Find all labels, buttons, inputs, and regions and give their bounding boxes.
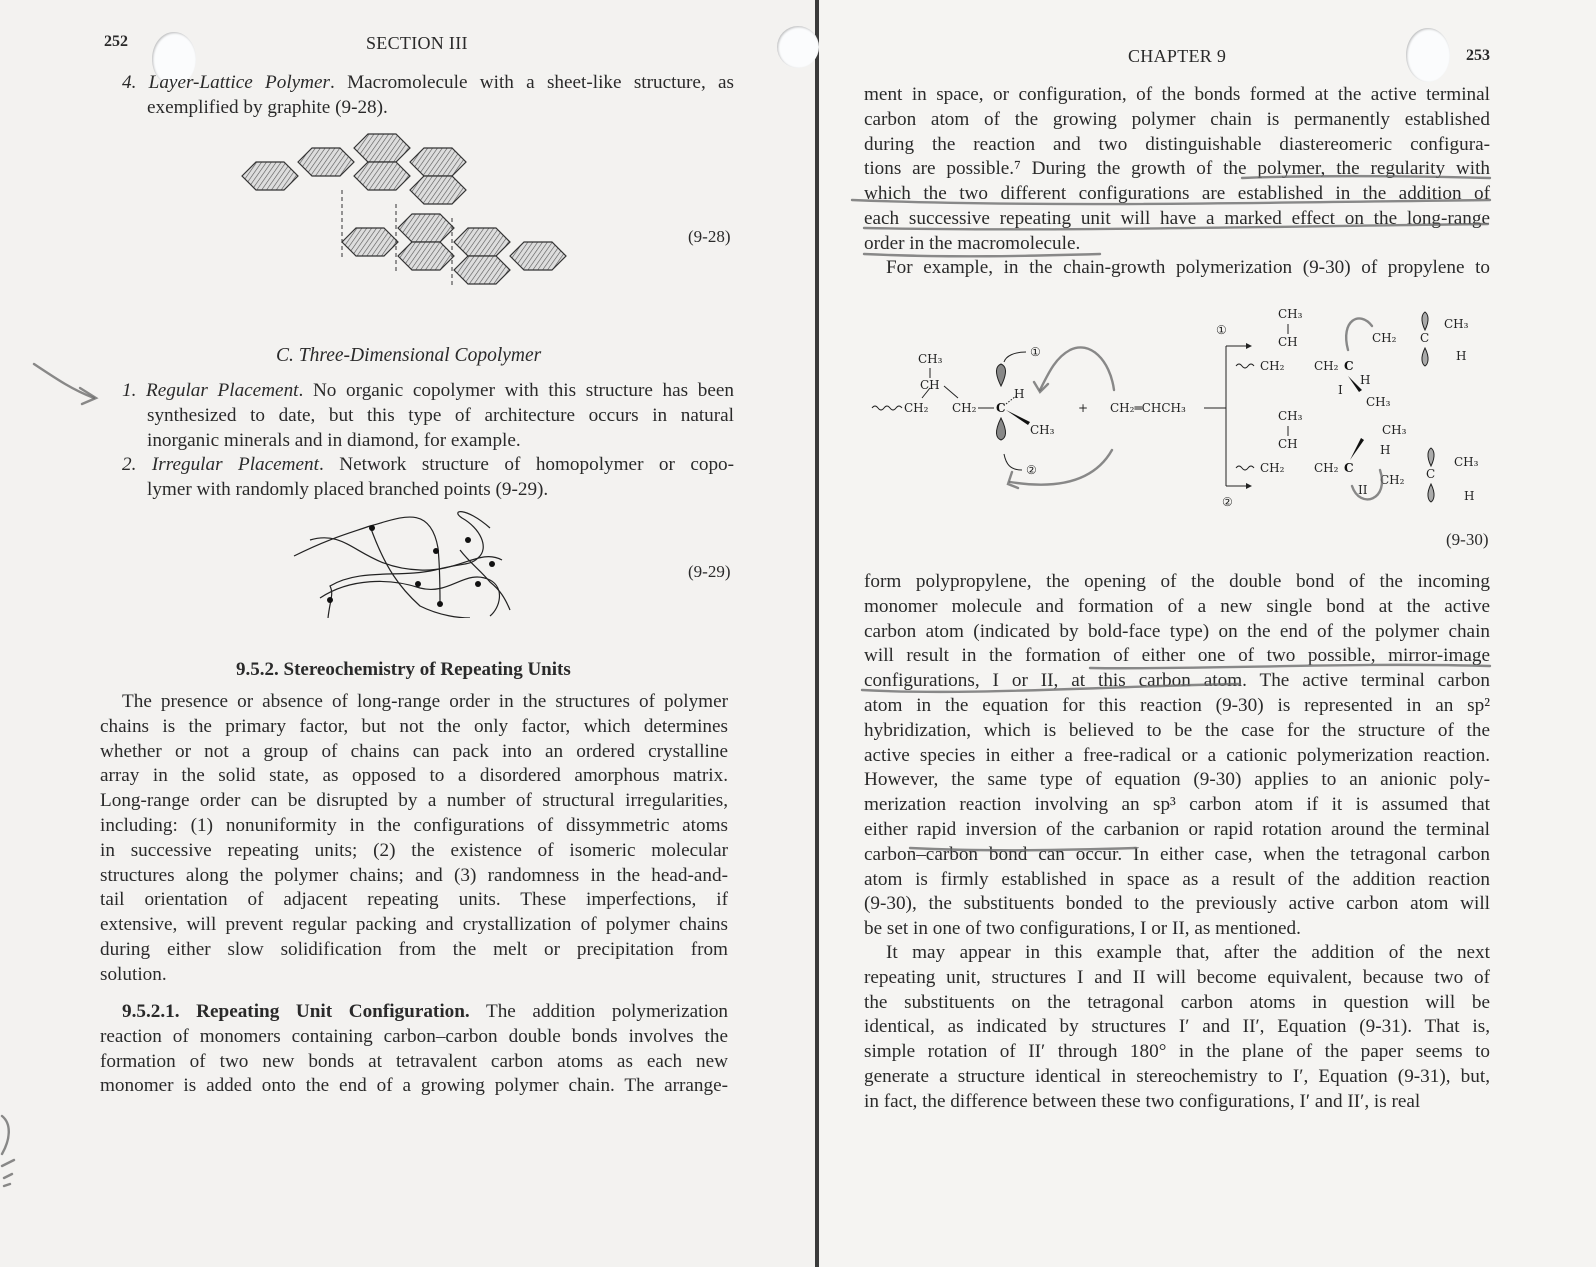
item-number: 1.: [122, 380, 137, 401]
graphite-hexagon: [354, 162, 410, 190]
path-1-marker: ①: [1030, 345, 1041, 359]
text-line: generate a structure identical in stereochemistry to I′, Equation (9-31), but,: [864, 1065, 1490, 1087]
pencil-mark-annotation: [0, 1100, 40, 1210]
text-line: atom in the equation for this reaction (9-30) is represented in an sp²: [864, 694, 1490, 716]
text-line: including: (1) nonuniformity in the configurations of dissymmetric atoms: [100, 814, 728, 836]
text-line: However, the same type of equation (9-30) applies to an anionic poly-: [864, 769, 1490, 791]
text-line: active species in either a free-radical or a cationic polymerization reaction.: [864, 744, 1490, 766]
item-number: 4.: [122, 72, 137, 93]
p-orbital-lobe: [996, 418, 1005, 440]
running-head: SECTION III: [366, 33, 468, 53]
text-line: The addition polymerization: [485, 1001, 729, 1022]
text-line: lymer with randomly placed branched points (9-29).: [147, 478, 549, 500]
text-line: repeating unit, structures I and II will become equivalent, because two of: [864, 966, 1490, 988]
subsection-title: C. Three-Dimensional Copolymer: [276, 345, 542, 366]
ch3-label: CH₃: [1278, 307, 1303, 321]
graphite-hexagon: [398, 214, 454, 242]
graphite-hexagon: [410, 176, 466, 204]
text-line: each successive repeating unit will have a marked effect on the long-range: [864, 207, 1490, 229]
list-item-irregular-placement: 2. Irregular Placement. Network structure of homopolymer or copo- lymer with randomly placed branched points (9-29).: [122, 453, 734, 503]
ch2-label: CH₂: [1260, 461, 1285, 475]
text-line: formation of two new bonds at tetravalent carbon atoms as each new: [100, 1050, 728, 1072]
branch-point: [475, 581, 481, 587]
book-spine: [815, 0, 819, 1267]
carbon-label: C: [1420, 331, 1430, 345]
h-label: H: [1014, 387, 1025, 401]
text-line: identical, as indicated by structures I′ and II′, Equation (9-31). That is,: [864, 1016, 1490, 1038]
ch2-label: CH₂: [904, 401, 929, 415]
product-configuration-II: [1236, 409, 1479, 503]
text-line: monomer molecule and formation of a new single bond at the active: [864, 595, 1490, 617]
h-label: H: [1380, 443, 1391, 457]
path-2-marker: ②: [1222, 495, 1233, 509]
branch-point: [489, 561, 495, 567]
growing-polymer-chain: [872, 345, 1055, 477]
punch-hole: [777, 26, 819, 68]
pencil-arrow-annotation: [28, 360, 108, 410]
ch-label: CH: [920, 378, 940, 392]
text-line: merization reaction involving an sp³ carbon atom if it is assumed that: [864, 794, 1490, 816]
graphite-hexagon: [242, 162, 298, 190]
active-carbon-label: C: [1344, 359, 1354, 373]
item-title: Irregular Placement: [151, 454, 319, 475]
ch-label: CH: [1278, 335, 1298, 349]
ch2-label: CH₂: [952, 401, 977, 415]
branch-point: [465, 537, 471, 543]
ch3-label: CH₃: [1454, 455, 1479, 469]
text-line: hybridization, which is believed to be the case for the structure of the: [864, 719, 1490, 741]
text-line: configurations, I or II, at this carbon atom. The active terminal carbon: [864, 670, 1490, 692]
text-line: No organic copolymer with this structure has been: [312, 380, 734, 401]
list-item-regular-placement: 1. Regular Placement. No organic copolymer with this structure has been synthesized to date, but this type of architecture occurs in natural inorganic minerals and in diamond, for example.: [122, 379, 734, 453]
branch-point: [437, 601, 443, 607]
branch-point: [415, 581, 421, 587]
polymer-chain: [460, 550, 510, 610]
text-line: ment in space, or configuration, of the bonds formed at the active terminal: [864, 84, 1490, 105]
text-line: whether or not a group of chains can pack into an ordered crystalline: [100, 740, 728, 762]
text-line: monomer is added onto the end of a growing polymer chain. The arrange-: [100, 1075, 728, 1097]
text-line: during the reaction and two distinguishable diastereomeric configura-: [864, 133, 1490, 155]
text-line: during either slow solidification from the melt or precipitation from: [100, 938, 728, 960]
text-line: For example, in the chain-growth polymerization (9-30) of propylene to: [886, 257, 1490, 278]
ch3-label: CH₃: [1030, 423, 1055, 437]
punch-hole: [1406, 28, 1450, 82]
h-label: H: [1360, 373, 1371, 387]
ch-label: CH: [1278, 437, 1298, 451]
active-carbon-label: C: [1344, 461, 1354, 475]
text-line: form polypropylene, the opening of the double bond of the incoming: [864, 571, 1490, 592]
text-line: chains is the primary factor, but not the only factor, which determines: [100, 715, 728, 737]
text-line: be set in one of two configurations, I or II, as mentioned.: [864, 918, 1301, 940]
reaction-equation-9-30: [860, 290, 1500, 530]
text-line: Macromolecule with a sheet-like structure, as: [347, 72, 735, 93]
ch3-label: CH₃: [1382, 423, 1407, 437]
text-line: Long-range order can be disrupted by a number of structural irregularities,: [100, 790, 728, 812]
subsection-heading: 9.5.2.1. Repeating Unit Configuration.: [122, 1001, 470, 1022]
text-line: reaction of monomers containing carbon–carbon double bonds involves the: [100, 1025, 728, 1047]
paragraph: [100, 1000, 728, 1099]
graphite-hexagon: [510, 242, 566, 270]
branch-point: [327, 597, 333, 603]
text-line: in fact, the difference between these two configurations, I′ and II′, is real: [864, 1090, 1421, 1112]
configuration-I-label: I: [1338, 383, 1343, 397]
equation-number: (9-28): [688, 227, 731, 246]
p-orbital-lobe: [996, 364, 1005, 386]
text-line: order in the macromolecule.: [864, 232, 1081, 254]
text-line: Network structure of homopolymer or copo-: [339, 454, 735, 475]
graphite-hexagon: [410, 148, 466, 176]
paragraph: [864, 941, 1490, 1115]
text-line: structures along the polymer chains; and (3) randomness in the head-and-: [100, 864, 728, 886]
text-line: carbon atom of the growing polymer chain is permanently established: [864, 108, 1490, 130]
ch3-label: CH₃: [1278, 409, 1303, 423]
running-head: CHAPTER 9: [1128, 46, 1227, 66]
ch2-label: CH₂: [1314, 359, 1339, 373]
text-line: which the two different configurations are established in the addition of: [864, 183, 1490, 205]
branch-point: [369, 525, 375, 531]
pencil-underline-annotation: [850, 150, 1500, 270]
ch2-label: CH₂: [1260, 359, 1285, 373]
ch2-label: CH₂: [1372, 331, 1397, 345]
text-line: extensive, will prevent regular packing and crystallization of polymer chains: [100, 914, 728, 936]
configuration-II-label: II: [1358, 483, 1368, 497]
h-label: H: [1456, 349, 1467, 363]
text-line: It may appear in this example that, after the addition of the next: [886, 942, 1490, 963]
text-line: carbon atom (indicated by bold-face type) on the end of the polymer chain: [864, 620, 1490, 642]
text-line: in successive repeating units; (2) the existence of isomeric molecular: [100, 839, 728, 861]
equation-number: (9-29): [688, 562, 731, 581]
ch3-label: CH₃: [1366, 395, 1391, 409]
polymer-chain: [294, 517, 440, 604]
text-line: atom is firmly established in space as a result of the addition reaction: [864, 868, 1490, 890]
text-line: array in the solid state, as opposed to a disordered amorphous matrix.: [100, 765, 728, 787]
text-line: tions are possible.⁷ During the growth of the polymer, the regularity with: [864, 158, 1490, 180]
ch2-label: CH₂: [1314, 461, 1339, 475]
network-structure-figure: [290, 508, 520, 618]
ch3-label: CH₃: [918, 352, 943, 366]
graphite-hexagon: [342, 228, 398, 256]
path-1-marker: ①: [1216, 323, 1227, 337]
text-line: inorganic minerals and in diamond, for example.: [147, 429, 521, 451]
path-2-marker: ②: [1026, 463, 1037, 477]
plus-sign: +: [1078, 401, 1089, 415]
paragraph: [100, 690, 728, 988]
item-title: Layer-Lattice Polymer: [148, 72, 331, 93]
ch3-label: CH₃: [1444, 317, 1469, 331]
ch2-label: CH₂: [1380, 473, 1405, 487]
text-line: will result in the formation of either one of two possible, mirror-image: [864, 645, 1490, 667]
page-number: 253: [1466, 47, 1490, 64]
text-line: exemplified by graphite (9-28).: [147, 96, 388, 118]
active-carbon-label: C: [996, 401, 1006, 415]
text-line: simple rotation of II′ through 180° in the plane of the paper seems to: [864, 1041, 1490, 1063]
graphite-hexagon: [398, 242, 454, 270]
text-line: carbon–carbon bond can occur. In either case, when the tetragonal carbon: [864, 843, 1490, 865]
product-configuration-I: [1236, 307, 1469, 409]
propylene-monomer: CH₂═CHCH₃: [1110, 401, 1186, 415]
text-line: the substituents on the tetragonal carbon atoms in question will be: [864, 991, 1490, 1013]
list-item-layer-lattice: 4. Layer-Lattice Polymer. Macromolecule with a sheet-like structure, as exemplified by graphite (9-28).: [122, 71, 734, 121]
carbon-label: C: [1426, 467, 1436, 481]
item-number: 2.: [122, 454, 137, 475]
pencil-underline-annotation: [850, 640, 1500, 870]
text-line: (9-30), the substituents bonded to the previously active carbon atom will: [864, 893, 1490, 915]
text-line: solution.: [100, 963, 167, 985]
item-title: Regular Placement: [146, 380, 299, 401]
text-line: tail orientation of adjacent repeating units. These imperfections, if: [100, 889, 728, 911]
section-heading: 9.5.2. Stereochemistry of Repeating Units: [236, 659, 571, 680]
branch-point: [433, 548, 439, 554]
page-number: 252: [104, 33, 128, 50]
graphite-hexagon: [354, 134, 410, 162]
graphite-hexagon: [298, 148, 354, 176]
graphite-hexagon: [454, 228, 510, 256]
text-line: synthesized to date, but this type of architecture occurs in natural: [147, 404, 734, 426]
text-line: either rapid inversion of the carbanion or rapid rotation around the terminal: [864, 818, 1490, 840]
h-label: H: [1464, 489, 1475, 503]
graphite-layer-figure: [230, 130, 610, 310]
text-line: The presence or absence of long-range order in the structures of polymer: [122, 691, 728, 712]
graphite-hexagon: [454, 256, 510, 284]
equation-number: (9-30): [1446, 530, 1489, 549]
polymer-chain: [328, 512, 490, 618]
